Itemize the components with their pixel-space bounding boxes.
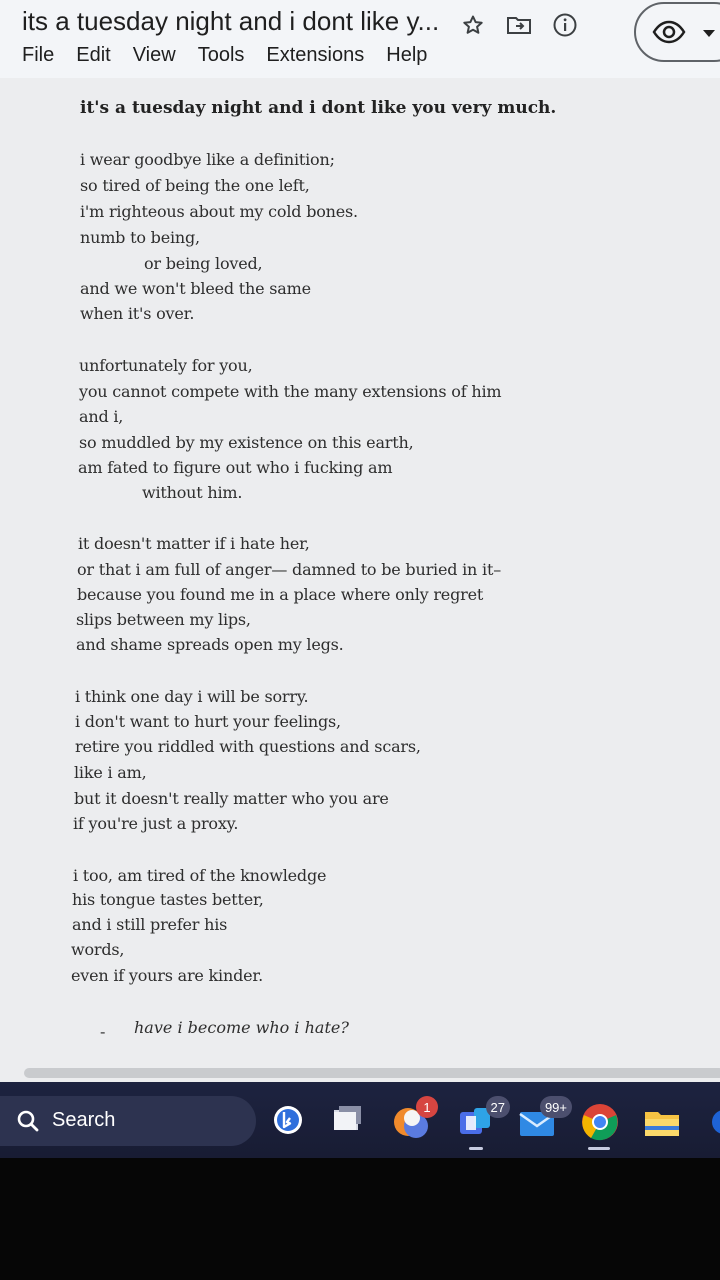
closing-line: have i become who i hate? — [134, 1018, 349, 1037]
poem-line: and shame spreads open my legs. — [76, 635, 344, 654]
chevron-down-icon — [702, 26, 716, 44]
info-icon[interactable] — [550, 10, 580, 40]
search-icon — [16, 1109, 40, 1138]
poem-line: i too, am tired of the knowledge — [73, 866, 327, 885]
menu-help[interactable]: Help — [386, 44, 428, 66]
file-explorer-icon[interactable] — [642, 1102, 682, 1142]
poem-line: i don't want to hurt your feelings, — [75, 712, 341, 731]
poem-line: when it's over. — [80, 304, 195, 323]
eye-icon — [652, 18, 686, 51]
chat-badge: 1 — [416, 1096, 438, 1118]
menu-bar — [22, 44, 449, 67]
poem-line: but it doesn't really matter who you are — [74, 789, 389, 808]
task-view-icon[interactable] — [330, 1102, 370, 1142]
app-icon-partial[interactable] — [706, 1102, 720, 1142]
poem-line: because you found me in a place where only regret — [77, 585, 484, 604]
horizontal-scrollbar[interactable] — [24, 1068, 720, 1078]
taskbar — [0, 1082, 720, 1158]
poem-line: even if yours are kinder. — [71, 966, 263, 985]
document-page[interactable] — [0, 78, 720, 1082]
poem-line: numb to being, — [80, 228, 200, 247]
poem-line: it doesn't matter if i hate her, — [78, 534, 310, 553]
mail-badge: 99+ — [540, 1096, 572, 1118]
document-canvas[interactable] — [0, 78, 720, 1082]
search-label: Search — [52, 1109, 116, 1131]
poem-line: am fated to figure out who i fucking am — [78, 458, 393, 477]
poem-line: without him. — [142, 483, 243, 502]
taskbar-search[interactable] — [0, 1096, 256, 1146]
poem-line: if you're just a proxy. — [73, 814, 239, 833]
poem-line: or being loved, — [144, 254, 263, 273]
poem-line: like i am, — [74, 763, 147, 782]
closing-dash: - — [100, 1022, 106, 1041]
poem-line: i wear goodbye like a definition; — [80, 150, 335, 169]
poem-title: it's a tuesday night and i dont like you very much. — [80, 98, 557, 118]
poem-line: words, — [71, 940, 125, 959]
screen-bezel — [0, 1158, 720, 1280]
menu-view[interactable]: View — [132, 44, 176, 66]
docs-header — [0, 0, 720, 78]
poem-line: slips between my lips, — [76, 610, 251, 629]
poem-line: and we won't bleed the same — [80, 279, 311, 298]
poem-line: so tired of being the one left, — [80, 176, 310, 195]
teams-icon[interactable] — [456, 1099, 505, 1142]
mail-icon[interactable] — [518, 1099, 567, 1142]
chrome-icon[interactable] — [580, 1102, 620, 1142]
poem-line: i'm righteous about my cold bones. — [80, 202, 358, 221]
chat-app-icon[interactable] — [392, 1099, 432, 1142]
poem-line: and i, — [79, 407, 124, 426]
menu-edit[interactable]: Edit — [76, 44, 111, 66]
poem-line: so muddled by my existence on this earth, — [79, 433, 414, 452]
move-to-folder-icon[interactable] — [504, 10, 534, 40]
poem-line: or that i am full of anger— damned to be buried in it– — [77, 560, 501, 579]
running-indicator — [469, 1147, 483, 1150]
menu-extensions[interactable]: Extensions — [266, 44, 365, 66]
menu-file[interactable]: File — [22, 44, 55, 66]
poem-line: i think one day i will be sorry. — [75, 687, 309, 706]
poem-line: and i still prefer his — [72, 915, 228, 934]
poem-line: retire you riddled with questions and scars, — [75, 737, 421, 756]
teams-badge: 27 — [486, 1096, 510, 1118]
star-icon[interactable] — [458, 10, 488, 40]
poem-line: his tongue tastes better, — [72, 890, 264, 909]
document-title[interactable]: its a tuesday night and i dont like y... — [22, 6, 440, 36]
poem-line: you cannot compete with the many extensions of him — [79, 382, 502, 401]
poem-line: unfortunately for you, — [79, 356, 253, 375]
menu-tools[interactable]: Tools — [197, 44, 245, 66]
view-mode-button[interactable] — [634, 2, 720, 62]
bing-icon[interactable] — [272, 1104, 304, 1141]
running-indicator — [588, 1147, 610, 1150]
